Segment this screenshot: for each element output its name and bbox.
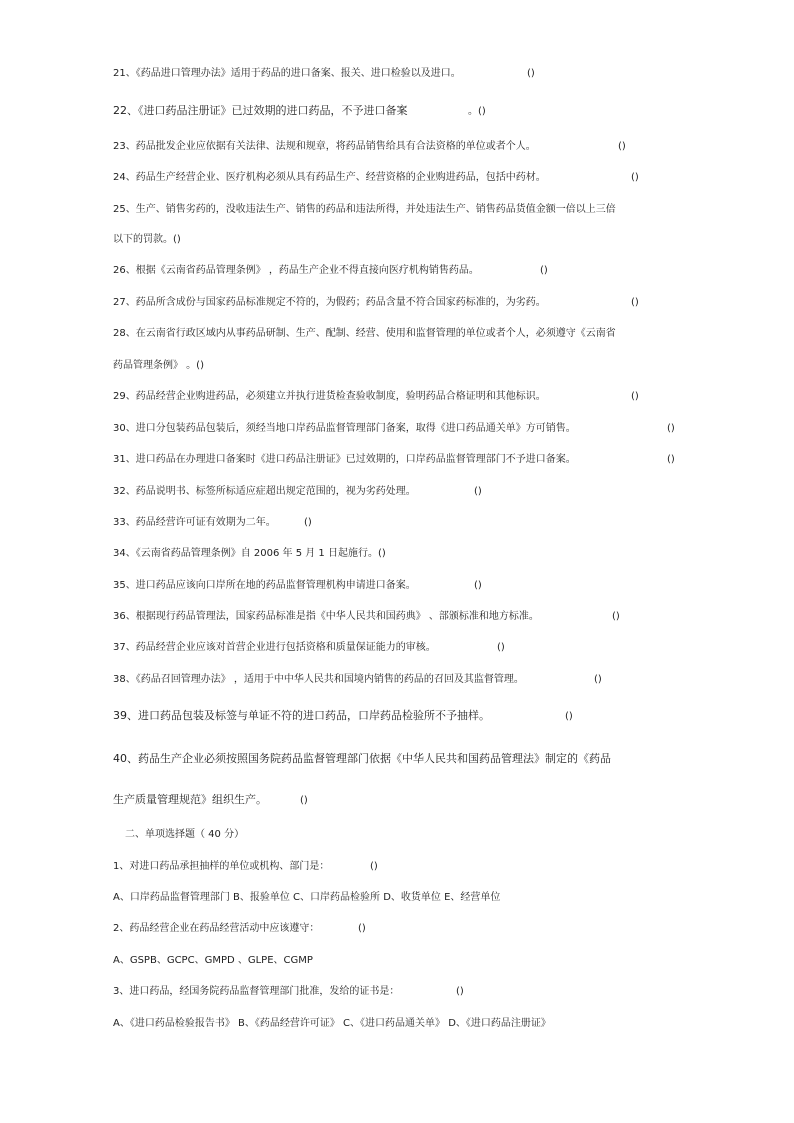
question-32 bbox=[113, 485, 416, 499]
answer-blank: () bbox=[667, 454, 675, 465]
question-text: 37、药品经营企业应该对首营企业进行包括资格和质量保证能力的审核。 bbox=[113, 642, 436, 653]
question-40 bbox=[113, 752, 611, 766]
question-text: 36、根据现行药品管理法，国家药品标准是指《中华人民共和国药典》 、部颁标准和地方标准。 bbox=[113, 611, 539, 622]
question-text: 38、《药品召回管理办法》 ，适用于中中华人民共和国境内销售的药品的召回及其监督管理。 bbox=[113, 674, 524, 685]
question-37 bbox=[113, 641, 436, 655]
mc-options-2: A、GSPB、GCPC、GMPD 、GLPE、CGMP bbox=[113, 955, 313, 966]
question-23 bbox=[113, 140, 536, 154]
answer-blank: () bbox=[612, 611, 620, 622]
question-text: 2、药品经营企业在药品经营活动中应该遵守： bbox=[113, 923, 320, 934]
answer-blank: () bbox=[304, 517, 312, 528]
question-29 bbox=[113, 390, 546, 404]
question-text: 35、进口药品应该向口岸所在地的药品监督管理机构申请进口备案。 bbox=[113, 580, 416, 591]
question-40-cont bbox=[113, 793, 267, 807]
mc-question-3 bbox=[113, 985, 399, 999]
question-text: 药品管理条例》 。() bbox=[113, 360, 204, 371]
answer-blank: () bbox=[618, 141, 626, 152]
mc-question-1 bbox=[113, 860, 329, 874]
question-33 bbox=[113, 516, 276, 530]
question-21 bbox=[113, 67, 461, 81]
answer-blank: () bbox=[667, 423, 675, 434]
question-text: 3、进口药品，经国务院药品监督管理部门批准，发给的证书是： bbox=[113, 986, 400, 997]
mc-options-1: A、口岸药品监督管理部门 B、报验单位 C、口岸药品检验所 D、收货单位 E、经营单位 bbox=[113, 892, 501, 903]
question-34 bbox=[113, 547, 386, 561]
answer-blank: () bbox=[370, 861, 378, 872]
question-text: 28、在云南省行政区域内从事药品研制、生产、配制、经营、使用和监督管理的单位或者个人，必须遵守《云南省 bbox=[113, 328, 616, 339]
question-25 bbox=[113, 203, 616, 217]
question-25-cont bbox=[113, 233, 181, 247]
question-30 bbox=[113, 422, 576, 436]
mc-options-3: A、《进口药品检验报告书》 B、《药品经营许可证》 C、《进口药品通关单》 D、《进口药品注册证》 bbox=[113, 1018, 551, 1029]
question-text: 23、药品批发企业应依据有关法律、法规和规章，将药品销售给具有合法资格的单位或者个人。 bbox=[113, 141, 536, 152]
question-text: 34、《云南省药品管理条例》自 2006 年 5 月 1 日起施行。() bbox=[113, 548, 386, 559]
answer-blank: () bbox=[594, 674, 602, 685]
question-text: 24、药品生产经营企业、医疗机构必须从具有药品生产、经营资格的企业购进药品，包括中药材。 bbox=[113, 172, 546, 183]
question-text: 22、《进口药品注册证》已过效期的进口药品，不予进口备案 bbox=[113, 104, 408, 117]
answer-blank: () bbox=[631, 297, 639, 308]
question-text: 27、药品所含成份与国家药品标准规定不符的，为假药；药品含量不符合国家药标准的，为劣药。 bbox=[113, 297, 546, 308]
question-text: 31、进口药品在办理进口备案时《进口药品注册证》已过效期的，口岸药品监督管理部门不予进口备案。 bbox=[113, 454, 576, 465]
question-text: 生产质量管理规范》组织生产。 bbox=[113, 793, 267, 806]
question-26 bbox=[113, 264, 479, 278]
answer-blank: () bbox=[527, 68, 535, 79]
question-text: 39、进口药品包装及标签与单证不符的进口药品，口岸药品检验所不予抽样。 bbox=[113, 709, 490, 722]
question-28 bbox=[113, 327, 616, 341]
answer-blank: () bbox=[474, 486, 482, 497]
question-text: 33、药品经营许可证有效期为二年。 bbox=[113, 517, 276, 528]
question-text: 以下的罚款。() bbox=[113, 234, 181, 245]
answer-blank: () bbox=[631, 172, 639, 183]
question-31 bbox=[113, 453, 576, 467]
question-text: 40、药品生产企业必须按照国务院药品监督管理部门依据《中华人民共和国药品管理法》制定的《药品 bbox=[113, 752, 611, 765]
answer-blank: () bbox=[631, 391, 639, 402]
question-text: 21、《药品进口管理办法》适用于药品的进口备案、报关、进口检验以及进口。 bbox=[113, 68, 461, 79]
answer-blank: () bbox=[565, 711, 573, 722]
question-28-cont bbox=[113, 359, 204, 373]
answer-blank: () bbox=[358, 923, 366, 934]
question-text: 30、进口分包装药品包装后，须经当地口岸药品监督管理部门备案，取得《进口药品通关单》方可销售。 bbox=[113, 423, 576, 434]
question-27 bbox=[113, 296, 546, 310]
question-text: 1、对进口药品承担抽样的单位或机构、部门是： bbox=[113, 861, 330, 872]
question-22 bbox=[113, 104, 408, 118]
question-text: 25、生产、销售劣药的，没收违法生产、销售的药品和违法所得，并处违法生产、销售药品货值金额一倍以上三倍 bbox=[113, 204, 616, 215]
question-24 bbox=[113, 171, 546, 185]
mc-question-2 bbox=[113, 922, 319, 936]
answer-blank: () bbox=[474, 580, 482, 591]
question-text: 26、根据《云南省药品管理条例》 ，药品生产企业不得直接向医疗机构销售药品。 bbox=[113, 265, 479, 276]
answer-blank: () bbox=[300, 795, 308, 806]
answer-blank: () bbox=[497, 642, 505, 653]
question-39 bbox=[113, 709, 490, 723]
question-36 bbox=[113, 610, 539, 624]
answer-blank: () bbox=[540, 265, 548, 276]
answer-blank: 。() bbox=[468, 106, 486, 117]
question-35 bbox=[113, 579, 416, 593]
section-title: 二、单项选择题（ 40 分） bbox=[125, 829, 245, 840]
answer-blank: () bbox=[456, 986, 464, 997]
question-text: 29、药品经营企业购进药品，必须建立并执行进货检查验收制度，验明药品合格证明和其他标识。 bbox=[113, 391, 546, 402]
question-text: 32、药品说明书、标签所标适应症超出规定范围的，视为劣药处理。 bbox=[113, 486, 416, 497]
question-38 bbox=[113, 673, 524, 687]
